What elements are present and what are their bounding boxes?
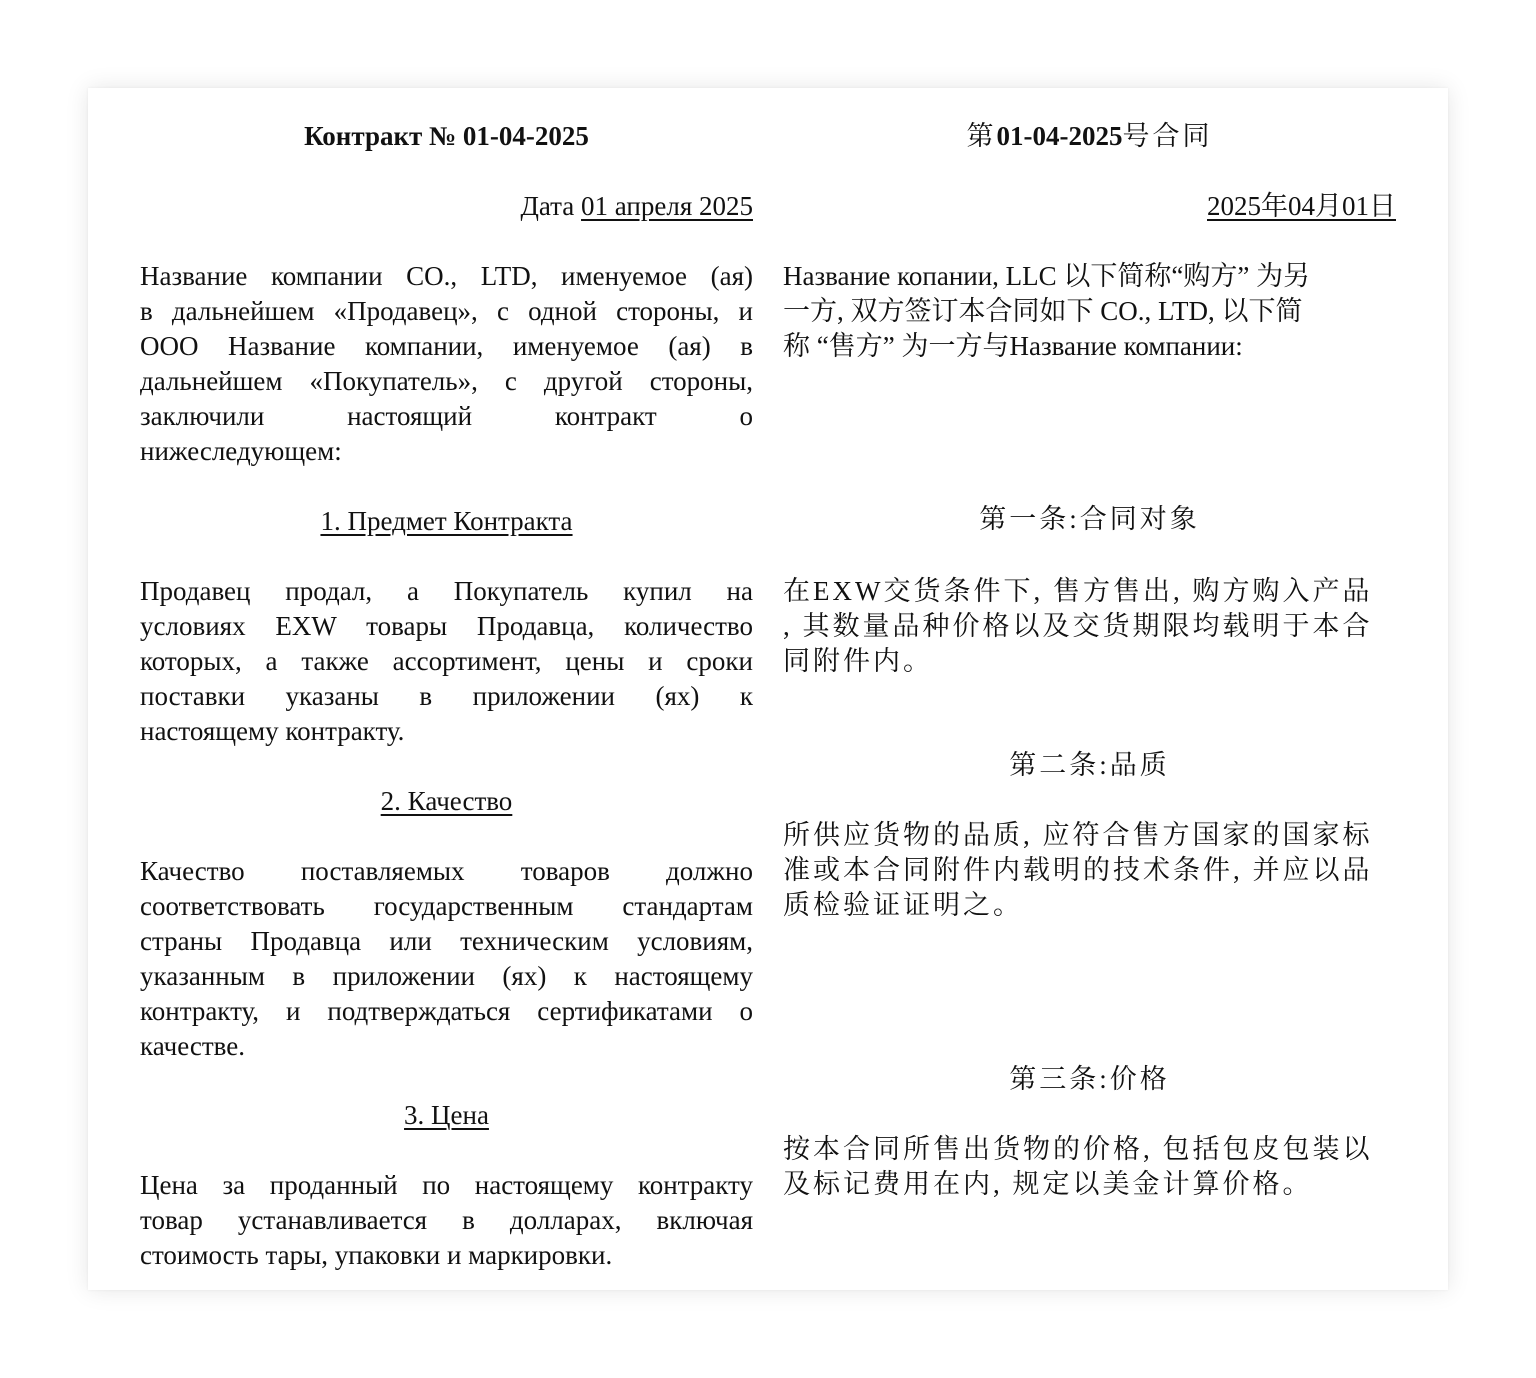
ru-s2-line: качестве. bbox=[140, 1031, 245, 1061]
zh-s3-line: 及标记费用在内, 规定以美金计算价格。 bbox=[783, 1169, 1313, 1199]
ru-s1-line: условиях EXW товары Продавца, количество bbox=[140, 611, 753, 641]
ru-s2-line: указанным в приложении (ях) к настоящему bbox=[140, 961, 753, 991]
zh-intro-line: 称 “售方” 为一方与Название компании: bbox=[783, 331, 1243, 361]
zh-section-1-heading: 第一条:合同对象 bbox=[979, 504, 1200, 534]
ru-s3-line: стоимость тары, упаковки и маркировки. bbox=[140, 1240, 613, 1270]
ru-section-2-paragraph bbox=[140, 854, 753, 1064]
zh-section-3-heading: 第三条:价格 bbox=[1009, 1064, 1170, 1094]
ru-intro-paragraph bbox=[140, 259, 753, 469]
zh-title-prefix: 第 bbox=[966, 121, 997, 151]
ru-s2-line: Качество поставляемых товаров должно bbox=[140, 856, 753, 886]
ru-intro-line: Название компании CO., LTD, именуемое (ая) bbox=[140, 261, 753, 291]
contract-page bbox=[88, 88, 1448, 1290]
ru-section-3-heading bbox=[140, 1098, 753, 1133]
zh-intro-line: Название копании, LLC 以下简称“购方” 为另 bbox=[783, 261, 1311, 291]
ru-s1-line: которых, а также ассортимент, цены и сроки bbox=[140, 646, 753, 676]
ru-s3-line: Цена за проданный по настоящему контракту bbox=[140, 1170, 753, 1200]
zh-date-value: 2025年04月01日 bbox=[1207, 191, 1396, 221]
zh-title-number: 01-04-2025 bbox=[996, 121, 1123, 151]
ru-date-value: 01 апреля 2025 bbox=[581, 191, 753, 221]
zh-s2-line: 所供应货物的品质, 应符合售方国家的国家标 bbox=[783, 820, 1373, 850]
ru-s3-line: товар устанавливается в долларах, включая bbox=[140, 1205, 753, 1235]
zh-section-2-paragraph bbox=[783, 818, 1396, 923]
ru-s2-line: контракту, и подтверждаться сертификатами о bbox=[140, 996, 753, 1026]
ru-section-1-heading bbox=[140, 504, 753, 539]
zh-s1-line: 在EXW交货条件下, 售方售出, 购方购入产品 bbox=[783, 576, 1373, 606]
ru-s1-line: настоящему контракту. bbox=[140, 716, 405, 746]
zh-s2-line: 质检验证证明之。 bbox=[783, 890, 1023, 920]
ru-intro-line: в дальнейшем «Продавец», с одной стороны, и bbox=[140, 296, 753, 326]
ru-s1-line: Продавец продал, а Покупатель купил на bbox=[140, 576, 753, 606]
zh-s3-line: 按本合同所售出货物的价格, 包括包皮包装以 bbox=[783, 1134, 1373, 1164]
ru-section-1-paragraph bbox=[140, 574, 753, 749]
ru-section-2-heading bbox=[140, 784, 753, 819]
zh-s1-line: , 其数量品种价格以及交货期限均载明于本合 bbox=[783, 611, 1373, 641]
zh-title-suffix: 号合同 bbox=[1122, 121, 1213, 151]
zh-section-2-heading: 第二条:品质 bbox=[1009, 750, 1170, 780]
ru-section-3-heading-text: 3. Цена bbox=[404, 1100, 489, 1130]
zh-section-1-paragraph bbox=[783, 574, 1396, 679]
zh-intro-paragraph bbox=[783, 259, 1396, 364]
zh-date-line bbox=[783, 189, 1396, 224]
ru-intro-line: дальнейшем «Покупатель», с другой стороны, bbox=[140, 366, 753, 396]
zh-intro-line: 一方, 双方签订本合同如下 CO., LTD, 以下简 bbox=[783, 296, 1303, 326]
ru-intro-line: нижеследующем: bbox=[140, 436, 342, 466]
ru-section-2-heading-text: 2. Качество bbox=[380, 786, 513, 816]
ru-s1-line: поставки указаны в приложении (ях) к bbox=[140, 681, 753, 711]
zh-s2-line: 准或本合同附件内载明的技术条件, 并应以品 bbox=[783, 855, 1373, 885]
ru-intro-line: ООО Название компании, именуемое (ая) в bbox=[140, 331, 753, 361]
ru-section-1-heading-text: 1. Предмет Контракта bbox=[320, 506, 573, 536]
zh-s1-line: 同附件内。 bbox=[783, 646, 933, 676]
ru-date-line bbox=[140, 189, 753, 224]
ru-intro-line: заключили настоящий контракт о bbox=[140, 401, 753, 431]
zh-contract-title bbox=[693, 119, 1486, 154]
ru-s2-line: соответствовать государственным стандартам bbox=[140, 891, 753, 921]
ru-date-prefix: Дата bbox=[520, 191, 582, 221]
zh-section-3-paragraph bbox=[783, 1132, 1396, 1202]
ru-section-3-paragraph bbox=[140, 1168, 753, 1273]
ru-s2-line: страны Продавца или техническим условиям, bbox=[140, 926, 753, 956]
ru-contract-title: Контракт № 01-04-2025 bbox=[304, 121, 589, 151]
